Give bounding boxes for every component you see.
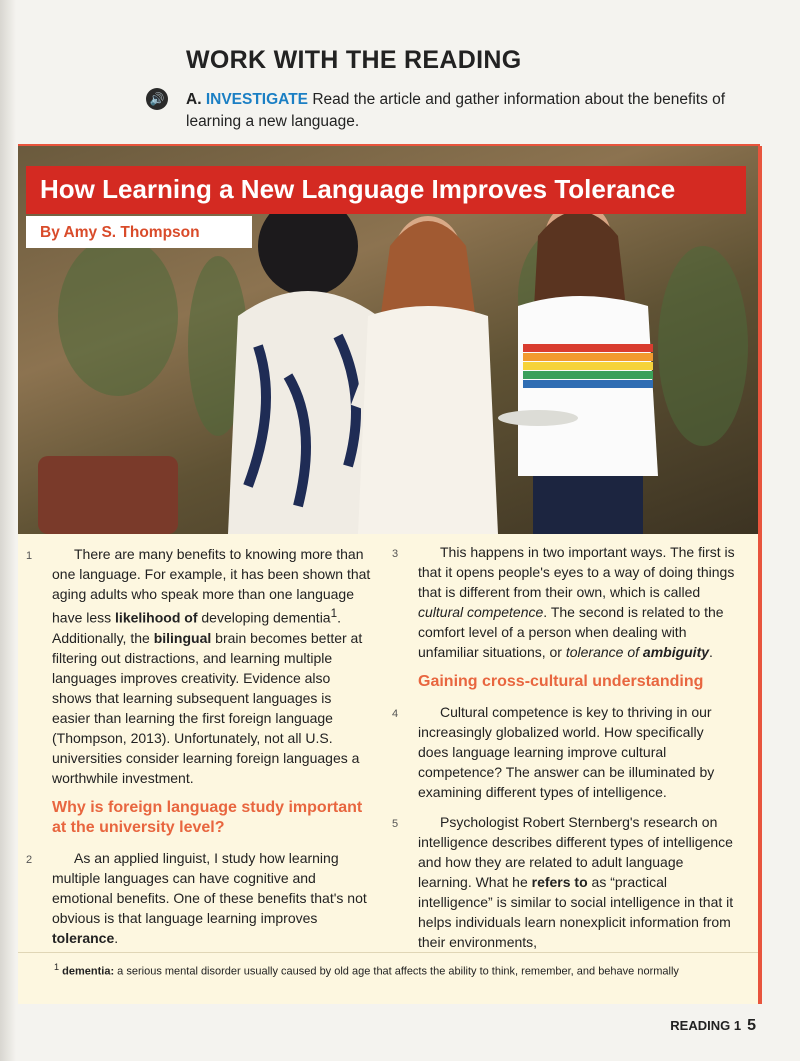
instruction-text: Read the article and gather information about the benefits of learning a new language. bbox=[186, 91, 726, 130]
column-right bbox=[392, 542, 736, 962]
text-run: As an applied linguist, I study how learning multiple languages can have cognitive and emotional benefits. One of these benefits that's not obvious is that language learning improves bbox=[52, 849, 367, 926]
paragraph-number: 4 bbox=[392, 708, 399, 720]
footnote-number: 1 bbox=[54, 962, 60, 972]
text-run: as “practical intelligence” is similar to social intelligence in that it helps individuals learn nonexplicit information from their environments, bbox=[418, 874, 734, 950]
paragraph-number: 1 bbox=[26, 550, 33, 562]
subheading-1: Why is foreign language study important at the university level? bbox=[52, 798, 363, 836]
vocab-term: bilingual bbox=[153, 629, 212, 646]
article-photo bbox=[18, 146, 758, 534]
subheading-2: Gaining cross-cultural understanding bbox=[418, 673, 704, 690]
text-run: This happens in two important ways. The first is that it opens people's eyes to a way of doing things that is different from their own, which is called bbox=[418, 544, 735, 600]
footnote-term: dementia: bbox=[62, 965, 115, 978]
article-title: How Learning a New Language Improves Tolerance bbox=[40, 174, 676, 204]
footnote-text: a serious mental disorder usually caused by old age that affects the ability to think, remember, and behave normally bbox=[114, 965, 679, 978]
person-right bbox=[498, 201, 658, 534]
instruction-tag: INVESTIGATE bbox=[205, 91, 309, 108]
text-run: Psychologist Robert Sternberg's research on intelligence describes different types of intelligence and how they are related to adult language learning. What he bbox=[418, 814, 733, 890]
text-run: . Additionally, the bbox=[52, 609, 341, 646]
page-footer bbox=[670, 1017, 756, 1035]
article bbox=[18, 146, 760, 1004]
footnote bbox=[54, 962, 679, 978]
person-middle bbox=[358, 216, 498, 534]
instruction bbox=[186, 89, 746, 133]
footer-label: READING 1 bbox=[670, 1018, 742, 1033]
column-left bbox=[26, 544, 372, 958]
paragraph-5 bbox=[392, 812, 736, 952]
page-gutter-shade bbox=[0, 0, 16, 1061]
text-run: . The second is related to the comfort level of a person when dealing with unfamiliar situations, or bbox=[418, 604, 724, 660]
paragraph-number: 5 bbox=[392, 818, 399, 830]
text-run: . bbox=[114, 929, 119, 946]
vocab-term: tolerance bbox=[52, 929, 115, 946]
text-run: brain becomes better at filtering out distractions, and learning multiple languages improves creativity. Evidence also shows that learning subsequent languages is easier than learning the first foreign language (Thompson, 2013). Unfortunately, not all U.S. universities consider learning foreign languages a worthwhile investment. bbox=[52, 629, 363, 786]
footnote-divider bbox=[18, 952, 758, 953]
paragraph-number: 3 bbox=[392, 548, 399, 560]
text-run: Cultural competence is key to thriving in our increasingly globalized world. How specifically does language learning improve cultural competence? The answer can be illuminated by examining different types of intelligence. bbox=[418, 704, 715, 800]
section-heading: WORK WITH THE READING bbox=[186, 46, 522, 74]
paragraph-2 bbox=[26, 848, 372, 948]
vocab-term: likelihood of bbox=[115, 609, 198, 626]
paragraph-3 bbox=[392, 542, 736, 662]
paragraph-4 bbox=[392, 702, 736, 802]
italic-term: tolerance of bbox=[565, 644, 643, 660]
italic-term: cultural competence bbox=[418, 604, 544, 620]
instruction-letter: A. bbox=[186, 91, 202, 108]
text-run: . bbox=[709, 644, 713, 660]
vocab-term: refers to bbox=[531, 874, 588, 890]
paragraph-number: 2 bbox=[26, 853, 33, 866]
text-run: There are many benefits to knowing more than one language. For example, it has been shown that aging adults who speak more than one language have less bbox=[52, 546, 371, 626]
footnote-ref: 1 bbox=[330, 607, 338, 620]
paragraph-1 bbox=[26, 544, 372, 788]
article-body bbox=[18, 534, 758, 1004]
article-byline: By Amy S. Thompson bbox=[40, 224, 200, 241]
audio-icon[interactable]: 🔊 bbox=[146, 88, 168, 110]
text-run: developing dementia bbox=[197, 609, 331, 626]
page-number: 5 bbox=[747, 1017, 756, 1034]
vocab-term: ambiguity bbox=[642, 644, 710, 660]
